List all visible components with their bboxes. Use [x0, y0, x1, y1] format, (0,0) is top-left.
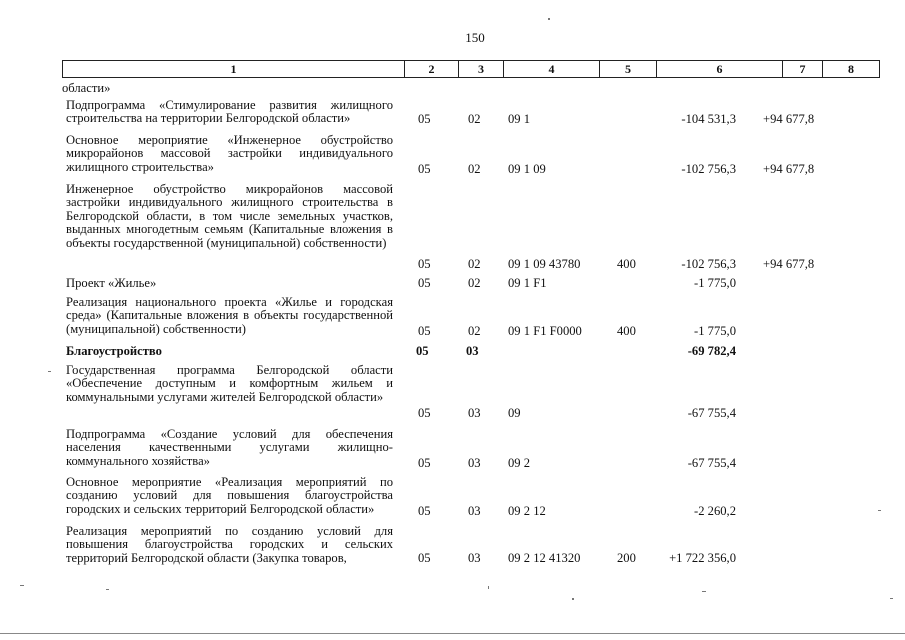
row-7-description: Государственная программа Белгородской области «Обеспечение доступным и комфортным жильем и коммунальными услугами жителей Белгородской области»	[66, 363, 393, 404]
row-9-section: 05	[418, 504, 431, 518]
row-8-amount: -67 755,4	[687, 456, 736, 470]
header-col-3: 3	[459, 61, 504, 77]
scan-speck	[702, 591, 706, 592]
row-1-change: +94 677,8	[763, 112, 815, 126]
scan-speck	[548, 18, 550, 20]
row-10-subsection: 03	[468, 551, 481, 565]
scan-speck	[890, 598, 893, 599]
row-5-target-article: 09 1 F1 F0000	[508, 324, 582, 338]
row-1-target-article: 09 1	[508, 112, 531, 126]
row-2-change: +94 677,8	[763, 162, 815, 176]
row-6-description: Благоустройство	[66, 344, 162, 358]
scan-speck	[572, 598, 574, 600]
row-10-amount: +1 722 356,0	[669, 551, 736, 565]
row-2-amount: -102 756,3	[681, 162, 736, 176]
row-6-section: 05	[416, 344, 429, 358]
row-4-description: Проект «Жилье»	[66, 276, 157, 290]
header-col-5: 5	[600, 61, 657, 77]
row-2-section: 05	[418, 162, 431, 176]
row-5-amount: -1 775,0	[694, 324, 736, 338]
scan-speck	[20, 585, 24, 586]
scan-speck	[106, 589, 109, 590]
row-1-amount: -104 531,3	[681, 112, 736, 126]
row-10-section: 05	[418, 551, 431, 565]
row-5-expense-type: 400	[617, 324, 636, 338]
row-4-section: 05	[418, 276, 431, 290]
row-3-description: Инженерное обустройство микрорайонов массовой застройки индивидуального жилищного строительства в Белгородской области, в том числе земельных участков, выданных многодетным семьям (Капитальные вложения в объекты государственной (муниципальной) собственности)	[66, 182, 393, 250]
row-10-target-article: 09 2 12 41320	[508, 551, 581, 565]
row-9-description: Основное мероприятие «Реализация мероприятий по созданию условий для повышения благоустройства городских и сельских территорий Белгородской области»	[66, 475, 393, 516]
row-7-target-article: 09	[508, 406, 521, 420]
row-6-subsection: 03	[466, 344, 479, 358]
row-8-subsection: 03	[468, 456, 481, 470]
row-3-target-article: 09 1 09 43780	[508, 257, 581, 271]
row-3-section: 05	[418, 257, 431, 271]
row-7-amount: -67 755,4	[687, 406, 736, 420]
scan-speck	[48, 371, 51, 372]
row-3-amount: -102 756,3	[681, 257, 736, 271]
row-3-change: +94 677,8	[763, 257, 815, 271]
header-col-2: 2	[405, 61, 459, 77]
row-2-target-article: 09 1 09	[508, 162, 546, 176]
header-col-6: 6	[657, 61, 783, 77]
row-4-subsection: 02	[468, 276, 481, 290]
scan-speck	[488, 586, 489, 589]
row-10-description: Реализация мероприятий по созданию условий для повышения благоустройства городских и сельских территорий Белгородской области (Закупка товаров,	[66, 524, 393, 565]
row-4-target-article: 09 1 F1	[508, 276, 547, 290]
header-col-4: 4	[504, 61, 600, 77]
row-7-section: 05	[418, 406, 431, 420]
row-5-section: 05	[418, 324, 431, 338]
row-3-subsection: 02	[468, 257, 481, 271]
row-1-description: Подпрограмма «Стимулирование развития жилищного строительства на территории Белгородской области»	[66, 98, 393, 126]
scan-speck	[878, 510, 881, 511]
page-number: 150	[465, 30, 485, 45]
row-8-description: Подпрограмма «Создание условий для обеспечения населения качественными услугами жилищно-коммунального хозяйства»	[66, 427, 393, 468]
header-col-1: 1	[63, 61, 405, 77]
row-9-amount: -2 260,2	[694, 504, 736, 518]
row-8-section: 05	[418, 456, 431, 470]
row-1-section: 05	[418, 112, 431, 126]
row-5-description: Реализация национального проекта «Жилье и городская среда» (Капитальные вложения в объекты государственной (муниципальной) собственности)	[66, 295, 393, 336]
row-4-amount: -1 775,0	[694, 276, 736, 290]
row-9-target-article: 09 2 12	[508, 504, 546, 518]
row-2-subsection: 02	[468, 162, 481, 176]
row-7-subsection: 03	[468, 406, 481, 420]
row-8-target-article: 09 2	[508, 456, 531, 470]
row-10-expense-type: 200	[617, 551, 636, 565]
row-0-description: области»	[62, 81, 111, 95]
row-3-expense-type: 400	[617, 257, 636, 271]
header-col-7: 7	[783, 61, 823, 77]
row-2-description: Основное мероприятие «Инженерное обустройство микрорайонов массовой застройки индивидуального жилищного строительства»	[66, 133, 393, 174]
row-9-subsection: 03	[468, 504, 481, 518]
header-col-8: 8	[848, 62, 854, 76]
table-header-row	[62, 60, 880, 78]
scan-edge-line	[0, 633, 905, 634]
row-5-subsection: 02	[468, 324, 481, 338]
row-6-amount: -69 782,4	[687, 344, 736, 358]
row-1-subsection: 02	[468, 112, 481, 126]
